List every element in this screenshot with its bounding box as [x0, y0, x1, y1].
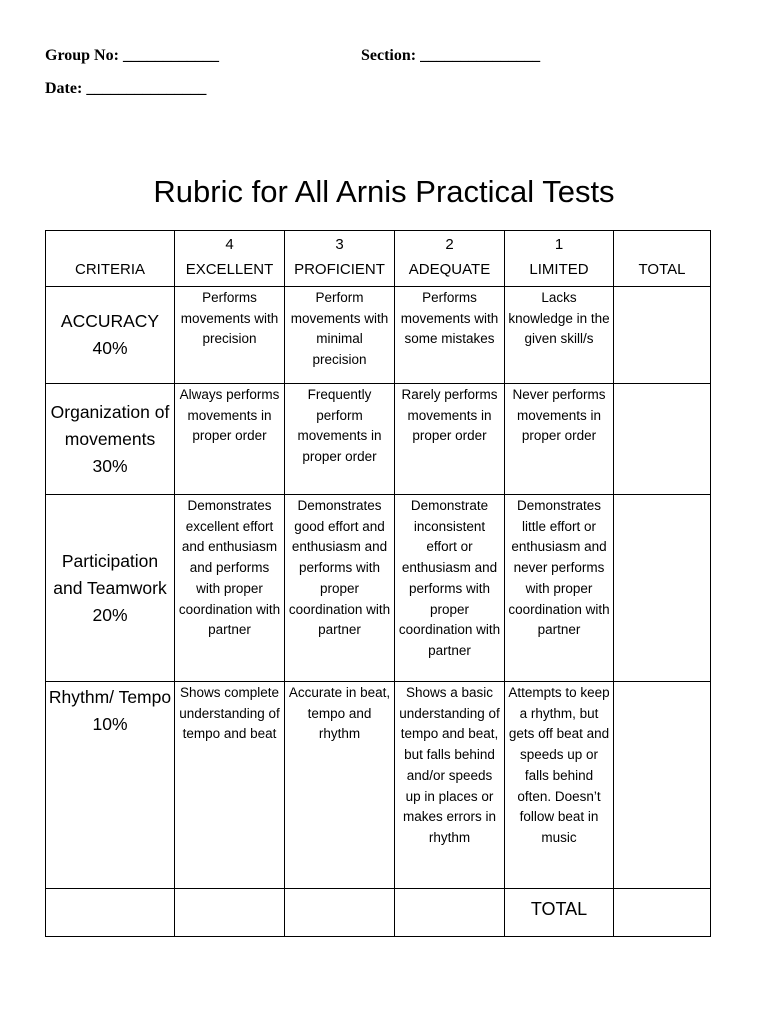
rubric-cell: Accurate in beat, tempo and rhythm: [285, 682, 395, 889]
score-cell: [614, 384, 711, 495]
table-row: [46, 682, 711, 889]
rubric-cell: Always performs movements in proper order: [175, 384, 285, 495]
table-row: [46, 495, 711, 682]
rubric-cell: Demonstrates little effort or enthusiasm and never performs with proper coordination with partner: [505, 495, 614, 682]
header-level-1: [505, 231, 614, 287]
date-field: Date: _______________: [45, 80, 207, 97]
rubric-cell: Shows a basic understanding of tempo and beat, but falls behind and/or speeds up in places or makes errors in rhythm: [395, 682, 505, 889]
header-level-4: [175, 231, 285, 287]
rubric-cell: Performs movements with some mistakes: [395, 287, 505, 384]
level-number: 4: [225, 236, 234, 253]
criterion-name: Organization of movements: [50, 401, 170, 449]
page-title: Rubric for All Arnis Practical Tests: [153, 174, 615, 209]
table-row: [46, 384, 711, 495]
header-level-2: [395, 231, 505, 287]
header-criteria: CRITERIA: [46, 231, 175, 287]
criterion-weight: 20%: [92, 604, 128, 625]
criterion-weight: 10%: [92, 714, 128, 734]
level-number: 2: [445, 236, 454, 253]
rubric-cell: Lacks knowledge in the given skill/s: [505, 287, 614, 384]
rubric-cell: Shows complete understanding of tempo and beat: [175, 682, 285, 889]
rubric-cell: Perform movements with minimal precision: [285, 287, 395, 384]
rubric-table: [45, 230, 711, 937]
rubric-cell: Rarely performs movements in proper order: [395, 384, 505, 495]
level-name: LIMITED: [529, 261, 589, 278]
table-header-row: [46, 231, 711, 287]
score-cell: [614, 287, 711, 384]
empty-cell: [285, 889, 395, 937]
level-number: 1: [554, 236, 564, 253]
criterion-participation: [46, 495, 175, 682]
score-cell: [614, 495, 711, 682]
level-name: EXCELLENT: [185, 261, 274, 278]
criterion-name: ACCURACY: [60, 311, 160, 331]
score-cell: [614, 682, 711, 889]
criterion-name: Rhythm/ Tempo: [48, 687, 172, 707]
table-footer-row: [46, 889, 711, 937]
group-no-field: Group No: ____________: [45, 47, 219, 64]
rubric-cell: Demonstrate inconsistent effort or enthusiasm and performs with proper coordination with partner: [395, 495, 505, 682]
header-level-3: [285, 231, 395, 287]
criterion-name: Participation and Teamwork: [53, 550, 167, 598]
empty-cell: [46, 889, 175, 937]
rubric-cell: Frequently perform movements in proper order: [285, 384, 395, 495]
criterion-accuracy: [46, 287, 175, 384]
rubric-cell: Never performs movements in proper order: [505, 384, 614, 495]
footer-total-label: TOTAL: [505, 889, 614, 937]
table-row: [46, 287, 711, 384]
rubric-cell: Demonstrates good effort and enthusiasm and performs with proper coordination with partner: [285, 495, 395, 682]
criterion-rhythm: [46, 682, 175, 889]
criterion-weight: 30%: [92, 455, 128, 476]
grand-total-cell: [614, 889, 711, 937]
level-name: ADEQUATE: [408, 261, 491, 278]
section-field: Section: _______________: [361, 47, 541, 64]
criterion-organization: [46, 384, 175, 495]
rubric-cell: Performs movements with precision: [175, 287, 285, 384]
empty-cell: [395, 889, 505, 937]
criterion-weight: 40%: [92, 338, 128, 358]
level-number: 3: [335, 236, 344, 253]
level-name: PROFICIENT: [294, 261, 385, 278]
empty-cell: [175, 889, 285, 937]
header-total: TOTAL: [614, 231, 711, 287]
rubric-cell: Attempts to keep a rhythm, but gets off beat and speeds up or falls behind often. Doesn’t follow beat in music: [505, 682, 614, 889]
rubric-cell: Demonstrates excellent effort and enthusiasm and performs with proper coordination with partner: [175, 495, 285, 682]
